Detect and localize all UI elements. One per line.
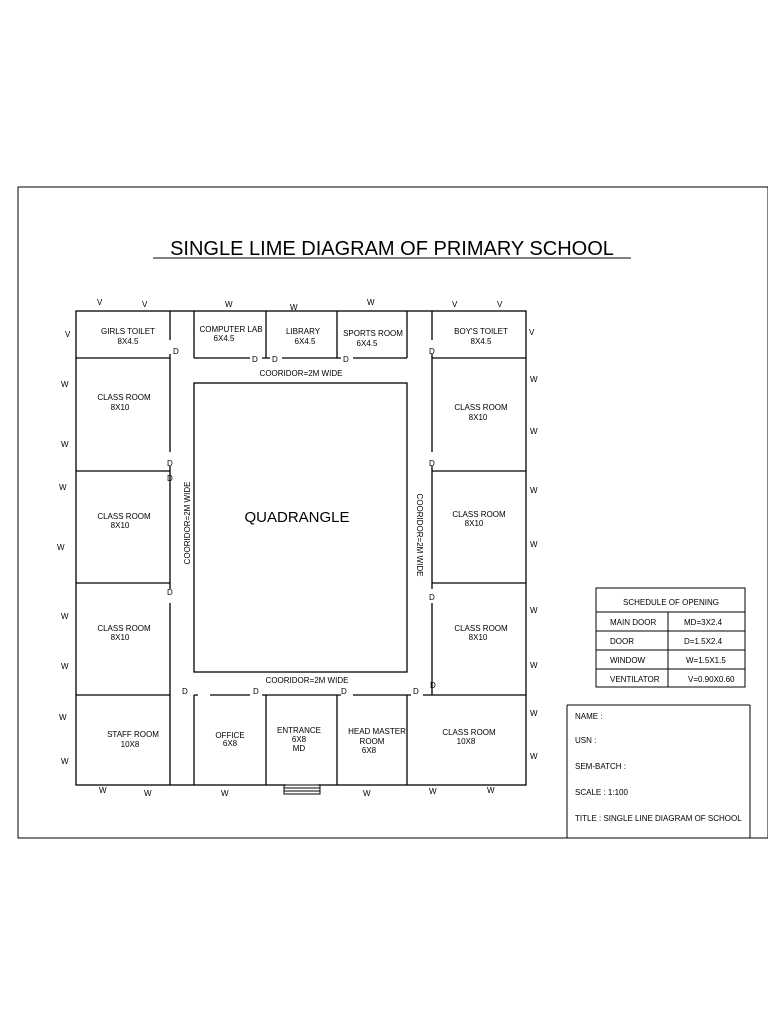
room-size: 8X4.5 <box>470 337 492 346</box>
window-mark: W <box>225 300 233 309</box>
room-size: 8X10 <box>110 403 130 412</box>
window-mark: W <box>530 606 538 615</box>
window-mark: W <box>487 786 495 795</box>
room-name: ROOM <box>359 737 385 746</box>
door-mark: D <box>429 347 435 356</box>
door-mark: D <box>343 355 349 364</box>
drawing-title: SINGLE LIME DIAGRAM OF PRIMARY SCHOOL <box>170 238 614 260</box>
window-mark: W <box>530 709 538 718</box>
sem-batch-field: SEM-BATCH : <box>575 762 626 771</box>
scale-field: SCALE : 1:100 <box>575 788 628 797</box>
room-size: 8X10 <box>464 519 484 528</box>
room-size: 6X8 <box>291 735 307 744</box>
window-mark: W <box>61 612 69 621</box>
room-name: CLASS ROOM <box>454 624 508 633</box>
door-mark: D <box>182 687 188 696</box>
door-mark: D <box>173 347 179 356</box>
plan-walls <box>76 311 526 785</box>
schedule-spec: V=0.90X0.60 <box>688 675 735 684</box>
window-mark: W <box>530 375 538 384</box>
door-mark: D <box>413 687 419 696</box>
title-field: TITLE : SINGLE LINE DIAGRAM OF SCHOOL <box>575 814 742 823</box>
room-name: STAFF ROOM <box>107 730 159 739</box>
room-size: 8X4.5 <box>117 337 139 346</box>
schedule-spec: D=1.5X2.4 <box>684 637 723 646</box>
door-mark: D <box>253 687 259 696</box>
door-mark: D <box>167 459 173 468</box>
ventilator-mark: V <box>497 300 503 309</box>
window-mark: W <box>61 757 69 766</box>
name-field: NAME : <box>575 712 603 721</box>
corridor-label: COORIDOR=2M WIDE <box>265 676 349 685</box>
window-mark: W <box>61 380 69 389</box>
door-mark: D <box>167 588 173 597</box>
ventilator-mark: V <box>65 330 71 339</box>
room-name: CLASS ROOM <box>97 512 151 521</box>
room-labels <box>97 325 508 755</box>
room-name: CLASS ROOM <box>454 403 508 412</box>
schedule-item: DOOR <box>610 637 634 646</box>
ventilator-mark: V <box>97 298 103 307</box>
schedule-heading: SCHEDULE OF OPENING <box>622 598 720 607</box>
room-name: CLASS ROOM <box>452 510 506 519</box>
room-name: CLASS ROOM <box>442 728 496 737</box>
window-mark: W <box>61 662 69 671</box>
window-mark: W <box>530 540 538 549</box>
window-mark: W <box>99 786 107 795</box>
door-mark: D <box>252 355 258 364</box>
schedule-item: WINDOW <box>610 656 646 665</box>
room-size: 8X10 <box>468 633 488 642</box>
ventilator-mark: V <box>529 328 535 337</box>
room-size: 8X10 <box>110 521 130 530</box>
ventilator-mark: V <box>452 300 458 309</box>
room-name: ENTRANCE <box>276 726 322 735</box>
window-mark: W <box>61 440 69 449</box>
door-mark: D <box>272 355 278 364</box>
room-size: 6X8 <box>361 746 377 755</box>
room-size: 6X4.5 <box>213 334 235 343</box>
door-mark: D <box>167 474 173 483</box>
openings <box>170 340 432 785</box>
room-name: BOY'S TOILET <box>454 327 508 336</box>
room-name: SPORTS ROOM <box>343 329 403 338</box>
room-size: 6X8 <box>222 739 238 748</box>
room-size: 8X10 <box>468 413 488 422</box>
room-name: HEAD MASTER <box>348 727 406 736</box>
room-size: 10X8 <box>120 740 140 749</box>
quadrangle-label: QUADRANGLE <box>244 509 350 526</box>
ventilator-mark: V <box>142 300 148 309</box>
schedule-item: MAIN DOOR <box>610 618 657 627</box>
room-name: OFFICE <box>215 731 245 740</box>
room-name: CLASS ROOM <box>97 624 151 633</box>
room-name: CLASS ROOM <box>97 393 151 402</box>
corridor-label: COORIDOR=2M WIDE <box>415 493 424 577</box>
schedule-spec: W=1.5X1.5 <box>686 656 726 665</box>
corridor-labels <box>183 369 424 685</box>
door-mark: D <box>341 687 347 696</box>
room-name: GIRLS TOILET <box>101 327 155 336</box>
room-size: 6X4.5 <box>294 337 316 346</box>
window-mark: W <box>429 787 437 796</box>
room-size: 10X8 <box>456 737 476 746</box>
window-mark: W <box>530 486 538 495</box>
title-block <box>567 705 750 838</box>
window-mark: W <box>57 543 65 552</box>
window-mark: W <box>367 298 375 307</box>
room-size: 6X4.5 <box>356 339 378 348</box>
window-mark: W <box>530 752 538 761</box>
room-name: LIBRARY <box>285 327 321 336</box>
room-name: COMPUTER LAB <box>199 325 263 334</box>
schedule-item: VENTILATOR <box>610 675 660 684</box>
door-mark: D <box>430 681 436 690</box>
window-mark: W <box>530 427 538 436</box>
window-mark: W <box>59 713 67 722</box>
window-mark: W <box>530 661 538 670</box>
window-mark: W <box>221 789 229 798</box>
corridor-label: COORIDOR=2M WIDE <box>259 369 343 378</box>
corridor-label: COORIDOR=2M WIDE <box>183 481 192 565</box>
door-mark: D <box>429 593 435 602</box>
window-mark: W <box>59 483 67 492</box>
main-door-mark: MD <box>292 744 306 753</box>
door-mark: D <box>429 459 435 468</box>
window-mark: W <box>290 303 298 312</box>
room-size: 8X10 <box>110 633 130 642</box>
schedule-table <box>596 588 745 687</box>
window-mark: W <box>363 789 371 798</box>
usn-field: USN : <box>575 736 597 745</box>
window-mark: W <box>144 789 152 798</box>
schedule-spec: MD=3X2.4 <box>684 618 723 627</box>
